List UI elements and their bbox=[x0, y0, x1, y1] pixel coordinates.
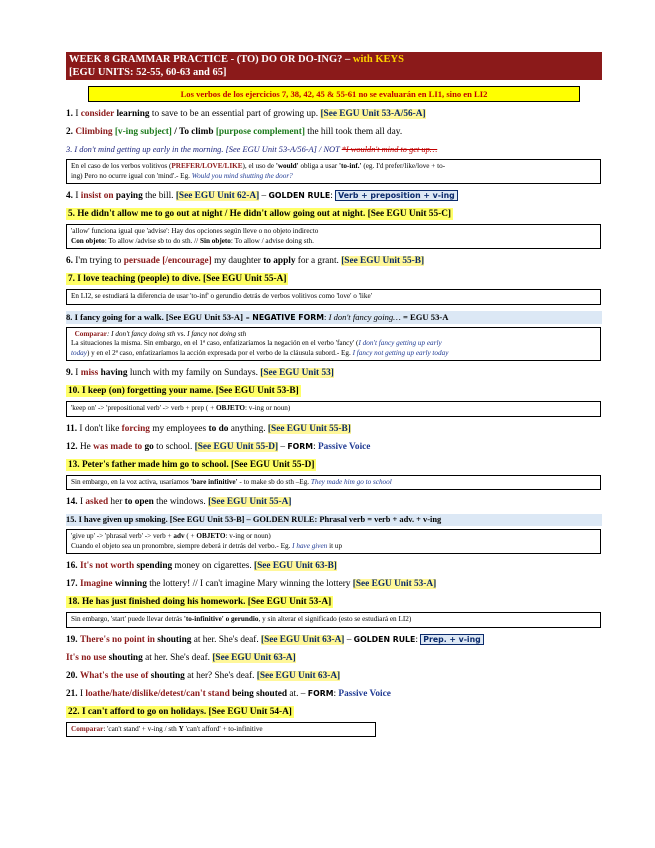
worksheet bbox=[66, 52, 602, 737]
exercise-10: 10. I keep (on) forgetting your name. [See EGU Unit 53-B] bbox=[68, 386, 299, 396]
exercise-6: 6. I'm trying to persuade [/encourage] my daughter to apply for a grant. [See EGU Unit 55-B] bbox=[66, 256, 425, 266]
header-keys: with KEYS bbox=[352, 54, 404, 65]
exercise-9: 9. I miss having lunch with my family on Sundays. [See EGU Unit 53] bbox=[66, 368, 334, 378]
exercise-18: 18. He has just finished doing his homework. [See EGU Unit 53-A] bbox=[68, 597, 332, 607]
note-box-5: 'allow' funciona igual que 'advise': Hay dos opciones según lleve o no objeto indirecto Con objeto: To allow /advise sb to do sth. // Sin objeto: To allow / advise doing sth. bbox=[66, 224, 601, 249]
exercise-19: 19. There's no point in shouting at her. She's deaf. [See EGU Unit 63-A] – GOLDEN RULE: Prep. + v-ing bbox=[66, 634, 602, 646]
header-units: [EGU UNITS: 52-55, 60-63 and 65] bbox=[69, 67, 227, 78]
unit-reference: [See EGU Unit 53-A/56-A] bbox=[225, 145, 317, 154]
exercise-17: 17. Imagine winning the lottery! // I can't imagine Mary winning the lottery [See EGU Unit 53-A] bbox=[66, 579, 437, 589]
exercise-15: 15. I have given up smoking. [See EGU Unit 53-B] – GOLDEN RULE: Phrasal verb = verb + adv. + v-ing bbox=[66, 514, 602, 526]
note-box-7: En LI2, se estudiará la diferencia de usar 'to-inf' o gerundio detrás de verbos volitivos como 'love' o 'like' bbox=[66, 289, 601, 305]
note-box-22: Comparar: 'can't stand' + v-ing / sth Y 'can't afford' + to-infinitive bbox=[66, 722, 376, 738]
exercise-8: 8. I fancy going for a walk. [See EGU Unit 53-A] – NEGATIVE FORM: I don't fancy going… = EGU 53-A bbox=[66, 311, 602, 324]
exercise-4: 4. I insist on paying the bill. [See EGU Unit 62-A] – GOLDEN RULE: Verb + preposition + v-ing bbox=[66, 190, 602, 202]
note-box-3: En el caso de los verbos volitivos (PREFER/LOVE/LIKE), el uso de 'would' obliga a usar 'to-inf.' (eg. I'd prefer/like/love + to- ing) Pero no ocurre igual con 'mind'.- Eg. Would you mind shutting the door? bbox=[66, 159, 601, 184]
exercise-16: 16. It's not worth spending money on cigarettes. [See EGU Unit 63-B] bbox=[66, 561, 337, 571]
note-box-13: Sin embargo, en la voz activa, usaríamos 'bare infinitive' - to make sb do sth –Eg. They made him go to school bbox=[66, 475, 601, 491]
exercise-13: 13. Peter's father made him go to school. [See EGU Unit 55-D] bbox=[68, 459, 315, 470]
unit-reference: [See EGU Unit 53-A/56-A] bbox=[320, 109, 426, 119]
worksheet-header bbox=[66, 52, 602, 80]
header-title: WEEK 8 GRAMMAR PRACTICE - (TO) DO OR DO-ING? – bbox=[69, 54, 353, 65]
exercise-1: 1. I consider learning to save to be an essential part of growing up. [See EGU Unit 53-A/56-A] bbox=[66, 109, 426, 119]
exercise-19-alternative: It's no use shouting at her. She's deaf. [See EGU Unit 63-A] bbox=[66, 652, 296, 663]
note-box-18: Sin embargo, 'start' puede llevar detrás 'to-infinitive' o gerundio, y sin alterar el significado (esto se estudiará en LI2) bbox=[66, 612, 601, 628]
exercise-11: 11. I don't like forcing my employees to do anything. [See EGU Unit 55-B] bbox=[66, 423, 351, 434]
note-box-8: Comparar: I don't fancy doing sth vs. I fancy not doing sth La situaciones la misma. Sin embargo, en el 1ª caso, enfatizaríamos la negación en el verbo 'fancy' (I don't fancy getting up early today) y en el 2ª caso, enfatizaríamos la acción expresada por el verbo de la cláusula subord.- Eg. I fancy not getting up early today bbox=[66, 327, 601, 362]
exercise-3: 3. I don't mind getting up early in the morning. [See EGU Unit 53-A/56-A] / NOT *I wouldn't mind to get up… bbox=[66, 145, 438, 154]
exercise-2: 2. Climbing [v-ing subject] / To climb [purpose complement] the hill took them all day. bbox=[66, 127, 403, 137]
exercise-14: 14. I asked her to open the windows. [See EGU Unit 55-A] bbox=[66, 497, 292, 507]
exercise-22: 22. I can't afford to go on holidays. [See EGU Unit 54-A] bbox=[68, 706, 292, 717]
exercise-20: 20. What's the use of shouting at her? She's deaf. [See EGU Unit 63-A] bbox=[66, 670, 341, 681]
note-box-10: 'keep on' -> 'prepositional verb' -> verb + prep ( + OBJETO: v-ing or noun) bbox=[66, 401, 601, 417]
evaluation-notice: Los verbos de los ejercicios 7, 38, 42, 45 & 55-61 no se evaluarán en LI1, sino en LI2 bbox=[88, 86, 580, 102]
exercise-21: 21. I loathe/hate/dislike/detest/can't stand being shouted at. – FORM: Passive Voice bbox=[66, 688, 391, 699]
header-title-line bbox=[69, 53, 599, 66]
note-box-15: 'give up' -> 'phrasal verb' -> verb + adv ( + OBJETO: v-ing or noun) Cuando el objeto sea un pronombre, siempre deberá ir detrás del verbo.- Eg. I have given it up bbox=[66, 529, 601, 554]
exercise-5: 5. He didn't allow me to go out at night / He didn't allow going out at night. [See EGU Unit 55-C] bbox=[68, 209, 452, 219]
exercise-12: 12. He was made to go to school. [See EGU Unit 55-D] – FORM: Passive Voice bbox=[66, 441, 371, 452]
exercise-7: 7. I love teaching (people) to dive. [See EGU Unit 55-A] bbox=[68, 274, 287, 284]
